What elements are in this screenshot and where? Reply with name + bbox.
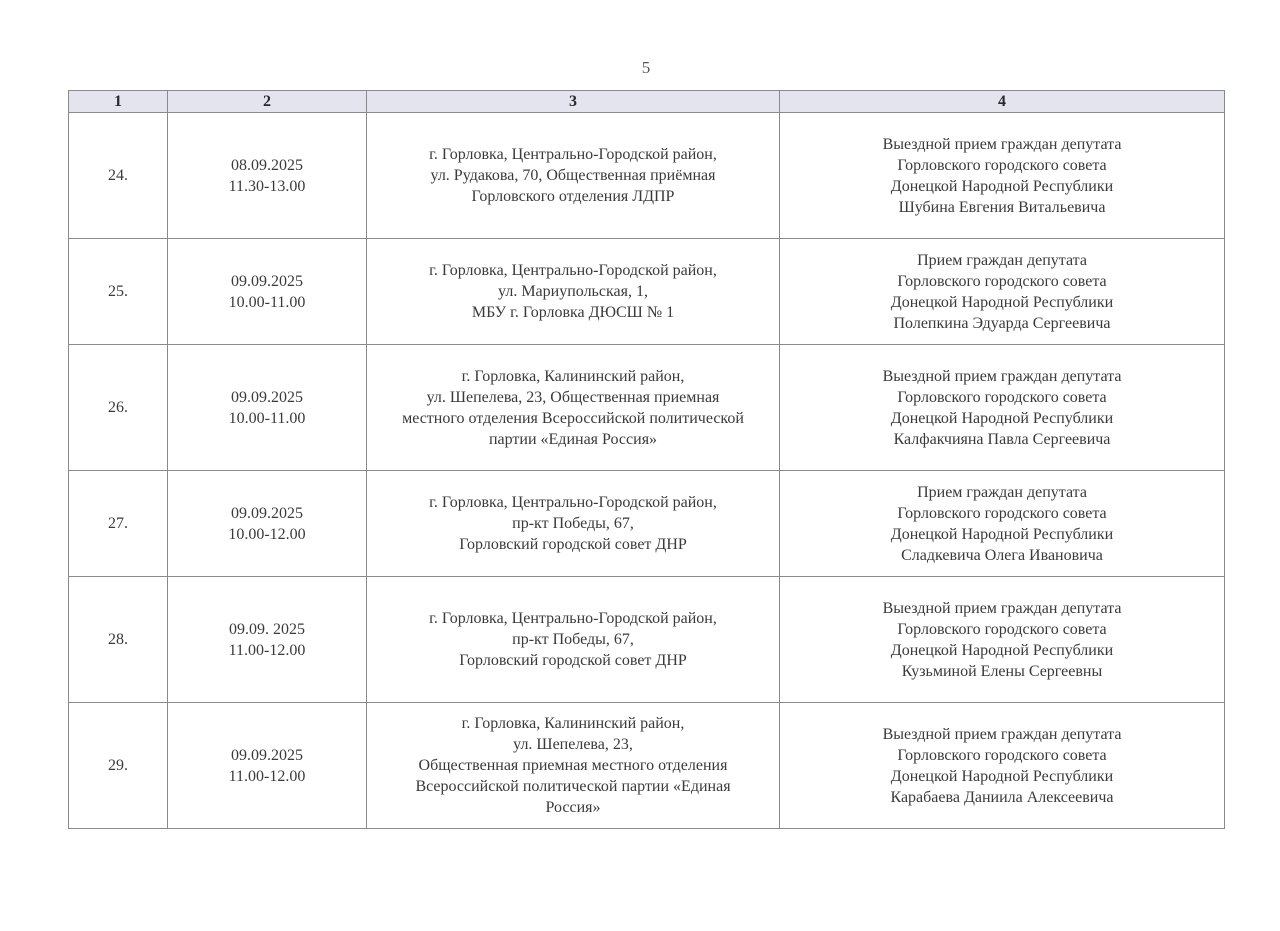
- location-line: пр-кт Победы, 67,: [512, 631, 634, 648]
- table-row: [69, 113, 1225, 239]
- location-line: ул. Шепелева, 23,: [513, 736, 633, 753]
- event-line: Горловского городского совета: [897, 504, 1107, 522]
- time-text: 10.00-12.00: [228, 525, 306, 543]
- date-text: 08.09.2025: [231, 156, 303, 174]
- location-line: г. Горловка, Центрально-Городской район,: [429, 262, 717, 279]
- event-line: Выездной прием граждан депутата: [882, 599, 1122, 617]
- row-number: 25.: [69, 239, 168, 345]
- location-line: г. Горловка, Центрально-Городской район,: [429, 610, 717, 627]
- column-header-2: 2: [168, 91, 367, 113]
- event-cell: [780, 703, 1225, 829]
- event-line: Донецкой Народной Республики: [890, 177, 1114, 195]
- date-time-cell: [168, 239, 367, 345]
- event-cell: [780, 239, 1225, 345]
- table-row: [69, 345, 1225, 471]
- event-line: Прием граждан депутата: [917, 251, 1087, 269]
- event-line: Выездной прием граждан депутата: [882, 135, 1122, 153]
- location-line: г. Горловка, Калининский район,: [461, 367, 685, 385]
- event-line: Сладкевича Олега Ивановича: [901, 546, 1103, 564]
- table-row: [69, 471, 1225, 577]
- date-time-cell: [168, 113, 367, 239]
- column-header-4: 4: [780, 91, 1225, 113]
- event-line: Карабаева Даниила Алексеевича: [890, 788, 1114, 806]
- table-row: [69, 239, 1225, 345]
- date-time-cell: [168, 345, 367, 471]
- event-cell: [780, 345, 1225, 471]
- event-line: Донецкой Народной Республики: [890, 409, 1114, 427]
- table-row: [69, 577, 1225, 703]
- row-number: 29.: [69, 703, 168, 829]
- event-line: Кузьминой Елены Сергеевны: [901, 662, 1103, 680]
- location-line: г. Горловка, Центрально-Городской район,: [429, 494, 717, 511]
- location-cell: [367, 703, 780, 829]
- event-line: Донецкой Народной Республики: [890, 767, 1114, 785]
- location-line: Горловского отделения ЛДПР: [471, 188, 675, 205]
- location-cell: [367, 471, 780, 577]
- event-line: Калфакчияна Павла Сергеевича: [893, 430, 1111, 448]
- column-header-1: 1: [69, 91, 168, 113]
- table-row: [69, 703, 1225, 829]
- date-text: 09.09. 2025: [229, 620, 305, 638]
- row-number: 24.: [69, 113, 168, 239]
- location-line: местного отделения Всероссийской политической: [402, 409, 744, 427]
- location-line: Всероссийской политической партии «Единая: [415, 778, 731, 795]
- date-text: 09.09.2025: [231, 272, 303, 290]
- time-text: 11.00-12.00: [228, 767, 306, 785]
- row-number: 27.: [69, 471, 168, 577]
- time-text: 11.30-13.00: [228, 177, 306, 195]
- event-cell: [780, 471, 1225, 577]
- date-time-cell: [168, 577, 367, 703]
- time-text: 10.00-11.00: [228, 293, 306, 311]
- date-text: 09.09.2025: [231, 504, 303, 522]
- event-line: Горловского городского совета: [897, 156, 1107, 174]
- location-line: пр-кт Победы, 67,: [512, 515, 634, 532]
- event-cell: [780, 113, 1225, 239]
- location-line: ул. Мариупольская, 1,: [498, 283, 648, 300]
- header-row: [69, 91, 1225, 113]
- schedule-table: [68, 90, 1225, 829]
- event-line: Прием граждан депутата: [917, 483, 1087, 501]
- date-time-cell: [168, 703, 367, 829]
- row-number: 26.: [69, 345, 168, 471]
- event-line: Выездной прием граждан депутата: [882, 367, 1122, 385]
- event-cell: [780, 577, 1225, 703]
- date-time-cell: [168, 471, 367, 577]
- event-line: Горловского городского совета: [897, 272, 1107, 290]
- event-line: Донецкой Народной Республики: [890, 641, 1114, 659]
- location-cell: [367, 345, 780, 471]
- event-line: Горловского городского совета: [897, 746, 1107, 764]
- event-line: Полепкина Эдуарда Сергеевича: [893, 314, 1111, 332]
- location-cell: [367, 239, 780, 345]
- location-line: Общественная приемная местного отделения: [418, 757, 728, 774]
- time-text: 11.00-12.00: [228, 641, 306, 659]
- event-line: Шубина Евгения Витальевича: [898, 198, 1106, 216]
- location-cell: [367, 113, 780, 239]
- location-line: МБУ г. Горловка ДЮСШ № 1: [471, 304, 675, 321]
- location-cell: [367, 577, 780, 703]
- location-line: г. Горловка, Калининский район,: [461, 715, 685, 732]
- location-line: Горловский городской совет ДНР: [459, 652, 687, 669]
- event-line: Донецкой Народной Республики: [890, 293, 1114, 311]
- column-header-3: 3: [367, 91, 780, 113]
- location-line: ул. Шепелева, 23, Общественная приемная: [426, 388, 720, 406]
- event-line: Горловского городского совета: [897, 620, 1107, 638]
- row-number: 28.: [69, 577, 168, 703]
- location-line: партии «Единая Россия»: [488, 430, 658, 448]
- event-line: Горловского городского совета: [897, 388, 1107, 406]
- date-text: 09.09.2025: [231, 388, 303, 406]
- event-line: Выездной прием граждан депутата: [882, 725, 1122, 743]
- location-line: ул. Рудакова, 70, Общественная приёмная: [430, 167, 716, 184]
- date-text: 09.09.2025: [231, 746, 303, 764]
- location-line: Россия»: [545, 799, 601, 816]
- page-number: 5: [641, 58, 651, 77]
- time-text: 10.00-11.00: [228, 409, 306, 427]
- location-line: Горловский городской совет ДНР: [459, 536, 687, 553]
- event-line: Донецкой Народной Республики: [890, 525, 1114, 543]
- location-line: г. Горловка, Центрально-Городской район,: [429, 146, 717, 163]
